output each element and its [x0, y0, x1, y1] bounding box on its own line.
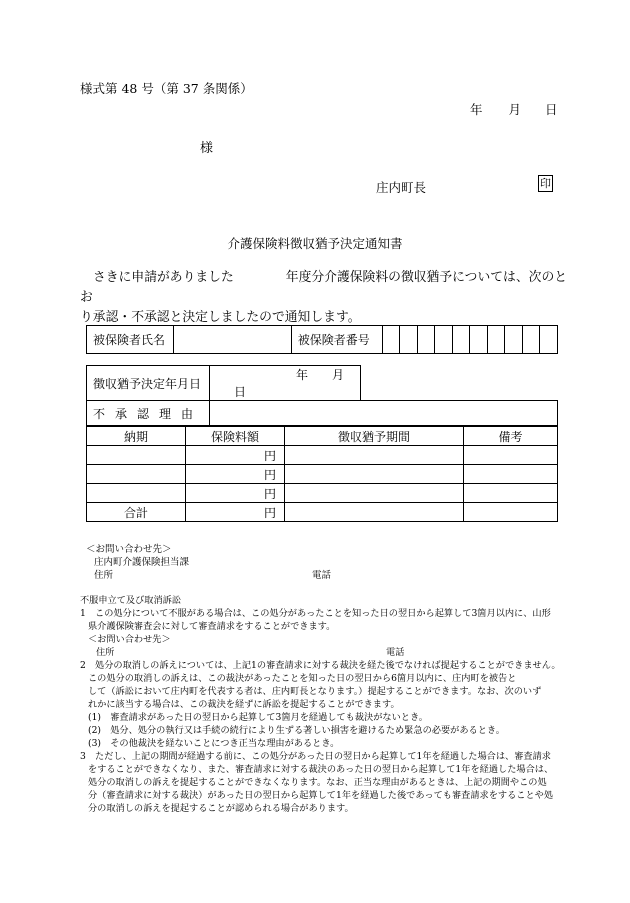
- due-cell[interactable]: [87, 446, 186, 465]
- amount-cell[interactable]: 円: [186, 446, 285, 465]
- insured-name-label: 被保険者氏名: [87, 326, 174, 354]
- note-address-label: 住所: [96, 647, 115, 658]
- contact-block: [86, 543, 332, 582]
- addressee-suffix: 様: [200, 141, 214, 156]
- decision-table: [86, 365, 558, 426]
- date-month-label: 月: [508, 102, 522, 117]
- remarks-cell[interactable]: [464, 503, 558, 522]
- amount-cell[interactable]: 円: [186, 465, 285, 484]
- schedule-table: [86, 426, 558, 522]
- insured-number-box[interactable]: [540, 326, 558, 354]
- due-cell[interactable]: [87, 465, 186, 484]
- contact-heading: ＜お問い合わせ先＞: [86, 544, 172, 555]
- date-day-label: 日: [545, 102, 558, 117]
- note-text: 県介護保険審査会に対して審査請求をすることができます。: [88, 621, 336, 632]
- note-text: れかに該当する場合は、この裁決を経ずに訴訟を提起することができます。: [88, 699, 400, 710]
- intro-line2: り承認・不承認と決定しましたので通知します。: [80, 310, 361, 325]
- period-cell[interactable]: [285, 465, 464, 484]
- header-amount: 保険料額: [186, 427, 285, 446]
- decision-date-field[interactable]: [210, 366, 361, 401]
- date-year-label: 年: [470, 102, 483, 117]
- insured-number-box[interactable]: [435, 326, 453, 354]
- header-period: 徴収猶予期間: [285, 427, 464, 446]
- note-text: 1 この処分について不服がある場合は、この処分があったことを知った日の翌日から起算して3箇月以内に、山形: [80, 608, 551, 619]
- period-cell[interactable]: [285, 503, 464, 522]
- remarks-cell[interactable]: [464, 484, 558, 503]
- note-tel-label: 電話: [386, 647, 405, 658]
- intro-part2: 年度分介護保険料の徴収猶予については、次のとお: [80, 270, 568, 305]
- insured-name-field[interactable]: [174, 326, 292, 354]
- insured-number-box[interactable]: [487, 326, 505, 354]
- header-remarks: 備考: [464, 427, 558, 446]
- insured-table: [86, 325, 558, 354]
- insured-number-box[interactable]: [417, 326, 435, 354]
- intro-text: [80, 268, 570, 328]
- decision-month-label: 月: [332, 368, 345, 382]
- rejection-reason-field[interactable]: [210, 401, 558, 426]
- table-total-row: [87, 503, 558, 522]
- rejection-reason-label: 不承認理由: [87, 401, 210, 426]
- contact-address-label: 住所: [94, 570, 114, 581]
- note-text: 分（審査請求に対する裁決）があった日の翌日から起算して1年を経過した後であっても審査請求をすることや処: [88, 790, 554, 801]
- note-text: この処分の取消しの訴えは、この裁決があったことを知った日の翌日から6箇月以内に、庄内町を被告と: [88, 673, 517, 684]
- period-cell[interactable]: [285, 484, 464, 503]
- issuer-name: 庄内町長: [376, 180, 427, 195]
- form-number: 様式第 48 号（第 37 条関係）: [80, 81, 253, 96]
- insured-number-box[interactable]: [400, 326, 418, 354]
- total-amount-cell[interactable]: 円: [186, 503, 285, 522]
- decision-day-label: 日: [234, 385, 247, 399]
- note-text: して（訴訟において庄内町を代表する者は、庄内町長となります。）提起することができます。なお、次のいず: [88, 686, 542, 697]
- note-item: (1) 審査請求があった日の翌日から起算して3箇月を経過しても裁決がないとき。: [88, 712, 428, 723]
- contact-tel-label: 電話: [312, 570, 332, 581]
- header-due: 納期: [87, 427, 186, 446]
- decision-blank: [361, 366, 558, 401]
- remarks-cell[interactable]: [464, 446, 558, 465]
- total-label: 合計: [87, 503, 186, 522]
- period-cell[interactable]: [285, 446, 464, 465]
- table-row: [87, 484, 558, 503]
- note-contact-heading: ＜お問い合わせ先＞: [88, 634, 171, 645]
- decision-date-label: 徴収猶予決定年月日: [87, 366, 210, 401]
- amount-cell[interactable]: 円: [186, 484, 285, 503]
- insured-number-label: 被保険者番号: [291, 326, 382, 354]
- table-row: [87, 446, 558, 465]
- issue-date: [470, 100, 558, 118]
- note-item: (3) その他裁決を経ないことにつき正当な理由があるとき。: [88, 738, 340, 749]
- note-text: 3 ただし、上記の期間が経過する前に、この処分があった日の翌日から起算して1年を経過した場合は、審査請求: [80, 751, 551, 762]
- contact-dept: 庄内町介護保険担当課: [94, 557, 190, 568]
- table-row: [87, 465, 558, 484]
- remarks-cell[interactable]: [464, 465, 558, 484]
- insured-number-box[interactable]: [505, 326, 523, 354]
- insured-number-box[interactable]: [382, 326, 400, 354]
- due-cell[interactable]: [87, 484, 186, 503]
- insured-number-box[interactable]: [522, 326, 540, 354]
- note-text: 処分の取消しの訴えを提起することができなくなります。なお、正当な理由があるときは、上記の期間やこの処: [88, 777, 547, 788]
- intro-part1: さきに申請がありました: [93, 270, 234, 285]
- document-title: 介護保険料徴収猶予決定通知書: [227, 236, 403, 251]
- insured-number-box[interactable]: [470, 326, 488, 354]
- table-header-row: [87, 427, 558, 446]
- notes-heading: 不服申立て及び取消訴訟: [80, 595, 182, 606]
- note-text: 2 処分の取消しの訴えについては、上記1の審査請求に対する裁決を経た後でなければ提起することができません。: [80, 660, 561, 671]
- insured-number-box[interactable]: [452, 326, 470, 354]
- note-text: 分の取消しの訴えを提起することが認められる場合があります。: [88, 803, 354, 814]
- decision-year-label: 年: [296, 368, 309, 382]
- appeal-notes: [80, 594, 572, 815]
- note-text: をすることができなくなり、また、審査請求に対する裁決のあった日の翌日から起算して1年を経過した場合は、: [88, 764, 554, 775]
- seal-icon: 印: [540, 177, 551, 190]
- note-item: (2) 処分、処分の執行又は手続の続行により生ずる著しい損害を避けるため緊急の必要があるとき。: [88, 725, 505, 736]
